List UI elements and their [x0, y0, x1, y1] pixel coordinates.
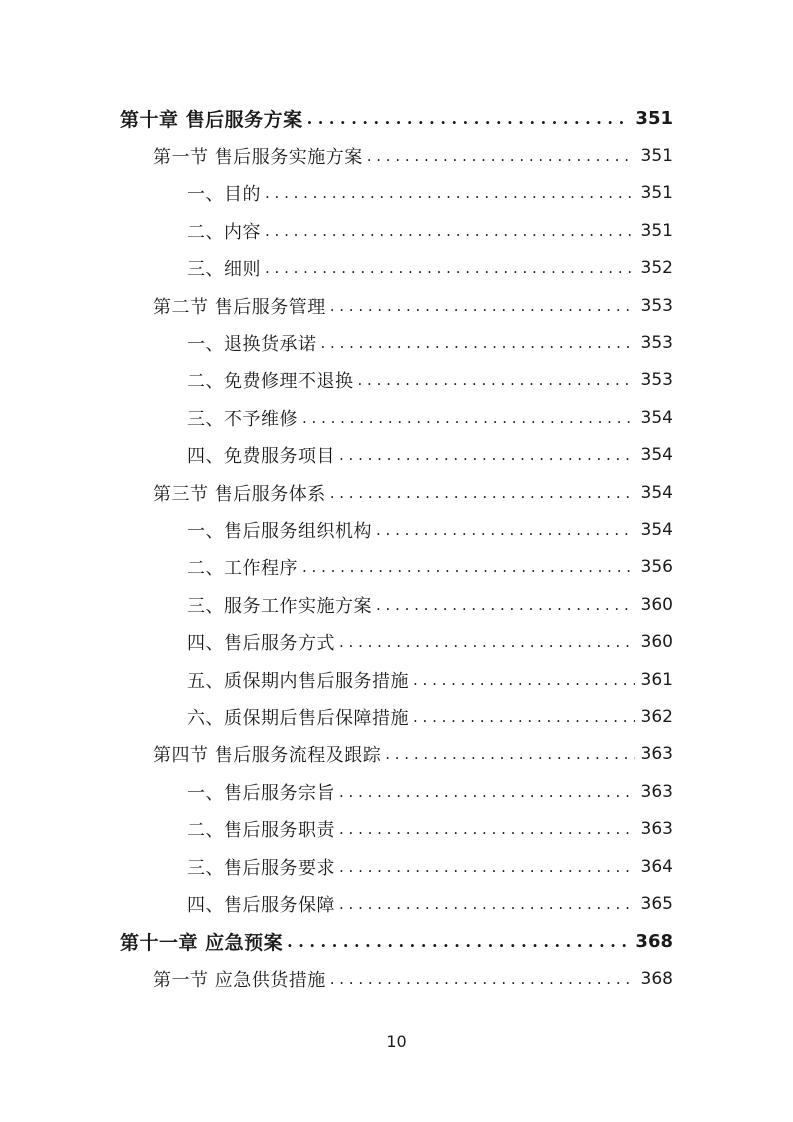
toc-entry-title: 第一节 应急供货措施 — [153, 969, 326, 991]
toc-entry-page: 351 — [635, 108, 673, 130]
toc-section-entry[interactable] — [0, 474, 673, 511]
toc-entry-page: 368 — [635, 930, 673, 952]
toc-entry-title: 五、质保期内售后服务措施 — [187, 670, 409, 692]
toc-dot-leader — [358, 371, 635, 389]
toc-item-entry[interactable] — [0, 885, 673, 922]
toc-dot-leader — [385, 745, 634, 763]
toc-entry-page: 360 — [640, 594, 673, 615]
toc-item-entry[interactable] — [0, 175, 673, 212]
toc-section-entry[interactable] — [0, 736, 673, 773]
toc-entry-title: 第十章 售后服务方案 — [120, 109, 303, 132]
toc-chapter-entry[interactable] — [0, 923, 673, 960]
toc-item-entry[interactable] — [0, 399, 673, 436]
toc-entry-page: 361 — [640, 669, 673, 690]
toc-entry-page: 365 — [640, 893, 673, 914]
toc-dot-leader — [339, 783, 635, 801]
toc-dot-leader — [367, 147, 635, 165]
toc-entry-title: 第三节 售后服务体系 — [153, 483, 326, 505]
toc-dot-leader — [376, 596, 635, 614]
toc-entry-title: 三、售后服务要求 — [187, 857, 335, 879]
toc-item-entry[interactable] — [0, 437, 673, 474]
toc-entry-page: 363 — [640, 819, 673, 840]
toc-dot-leader — [321, 334, 635, 352]
toc-entry-title: 二、售后服务职责 — [187, 820, 335, 842]
toc-entry-title: 二、工作程序 — [187, 558, 298, 580]
toc-entry-title: 四、售后服务方式 — [187, 633, 335, 655]
toc-dot-leader — [339, 633, 635, 651]
toc-entry-page: 354 — [640, 519, 673, 540]
toc-item-entry[interactable] — [0, 848, 673, 885]
toc-entry-page: 354 — [640, 407, 673, 428]
toc-entry-page: 363 — [640, 781, 673, 802]
toc-entry-title: 四、免费服务项目 — [187, 446, 335, 468]
toc-entry-page: 353 — [640, 370, 673, 391]
toc-entry-page: 352 — [640, 258, 673, 279]
toc-item-entry[interactable] — [0, 324, 673, 361]
toc-dot-leader — [307, 109, 630, 128]
toc-entry-page: 368 — [640, 968, 673, 989]
toc-dot-leader — [339, 446, 635, 464]
toc-item-entry[interactable] — [0, 698, 673, 735]
toc-item-entry[interactable] — [0, 511, 673, 548]
table-of-contents — [0, 100, 793, 997]
toc-entry-title: 第一节 售后服务实施方案 — [153, 147, 363, 169]
toc-entry-page: 351 — [640, 220, 673, 241]
toc-entry-title: 三、细则 — [187, 259, 261, 281]
toc-item-entry[interactable] — [0, 773, 673, 810]
toc-dot-leader — [265, 259, 635, 277]
toc-dot-leader — [330, 297, 635, 315]
toc-entry-title: 一、退换货承诺 — [187, 334, 317, 356]
toc-entry-page: 356 — [640, 557, 673, 578]
toc-dot-leader — [339, 820, 635, 838]
toc-item-entry[interactable] — [0, 661, 673, 698]
toc-dot-leader — [302, 558, 635, 576]
toc-entry-page: 351 — [640, 183, 673, 204]
toc-dot-leader — [413, 708, 635, 726]
toc-entry-title: 一、目的 — [187, 184, 261, 206]
toc-entry-page: 351 — [640, 146, 673, 167]
toc-dot-leader — [265, 184, 635, 202]
toc-entry-page: 353 — [640, 295, 673, 316]
toc-entry-page: 354 — [640, 482, 673, 503]
toc-entry-page: 354 — [640, 445, 673, 466]
toc-entry-page: 353 — [640, 333, 673, 354]
toc-item-entry[interactable] — [0, 212, 673, 249]
toc-dot-leader — [287, 932, 629, 951]
toc-dot-leader — [339, 895, 635, 913]
toc-entry-title: 第四节 售后服务流程及跟踪 — [153, 745, 382, 767]
toc-item-entry[interactable] — [0, 549, 673, 586]
toc-dot-leader — [330, 970, 635, 988]
toc-entry-page: 360 — [640, 632, 673, 653]
toc-entry-title: 六、质保期后售后保障措施 — [187, 707, 409, 729]
toc-item-entry[interactable] — [0, 250, 673, 287]
toc-section-entry[interactable] — [0, 137, 673, 174]
toc-entry-title: 二、免费修理不退换 — [187, 371, 354, 393]
toc-section-entry[interactable] — [0, 960, 673, 997]
toc-dot-leader — [330, 484, 635, 502]
toc-entry-title: 三、服务工作实施方案 — [187, 595, 372, 617]
toc-entry-page: 362 — [640, 706, 673, 727]
toc-item-entry[interactable] — [0, 586, 673, 623]
toc-item-entry[interactable] — [0, 810, 673, 847]
toc-entry-title: 第十一章 应急预案 — [120, 931, 284, 954]
toc-entry-title: 第二节 售后服务管理 — [153, 296, 326, 318]
toc-chapter-entry[interactable] — [0, 100, 673, 137]
toc-entry-title: 四、售后服务保障 — [187, 894, 335, 916]
toc-dot-leader — [265, 222, 635, 240]
toc-dot-leader — [413, 671, 635, 689]
toc-entry-title: 三、不予维修 — [187, 408, 298, 430]
toc-entry-page: 364 — [640, 856, 673, 877]
toc-entry-title: 一、售后服务宗旨 — [187, 782, 335, 804]
toc-entry-title: 二、内容 — [187, 221, 261, 243]
toc-entry-title: 一、售后服务组织机构 — [187, 520, 372, 542]
toc-section-entry[interactable] — [0, 287, 673, 324]
page-number: 10 — [386, 1032, 407, 1051]
toc-dot-leader — [339, 858, 635, 876]
toc-item-entry[interactable] — [0, 362, 673, 399]
toc-item-entry[interactable] — [0, 623, 673, 660]
toc-dot-leader — [302, 409, 635, 427]
toc-dot-leader — [376, 521, 635, 539]
toc-entry-page: 363 — [640, 744, 673, 765]
